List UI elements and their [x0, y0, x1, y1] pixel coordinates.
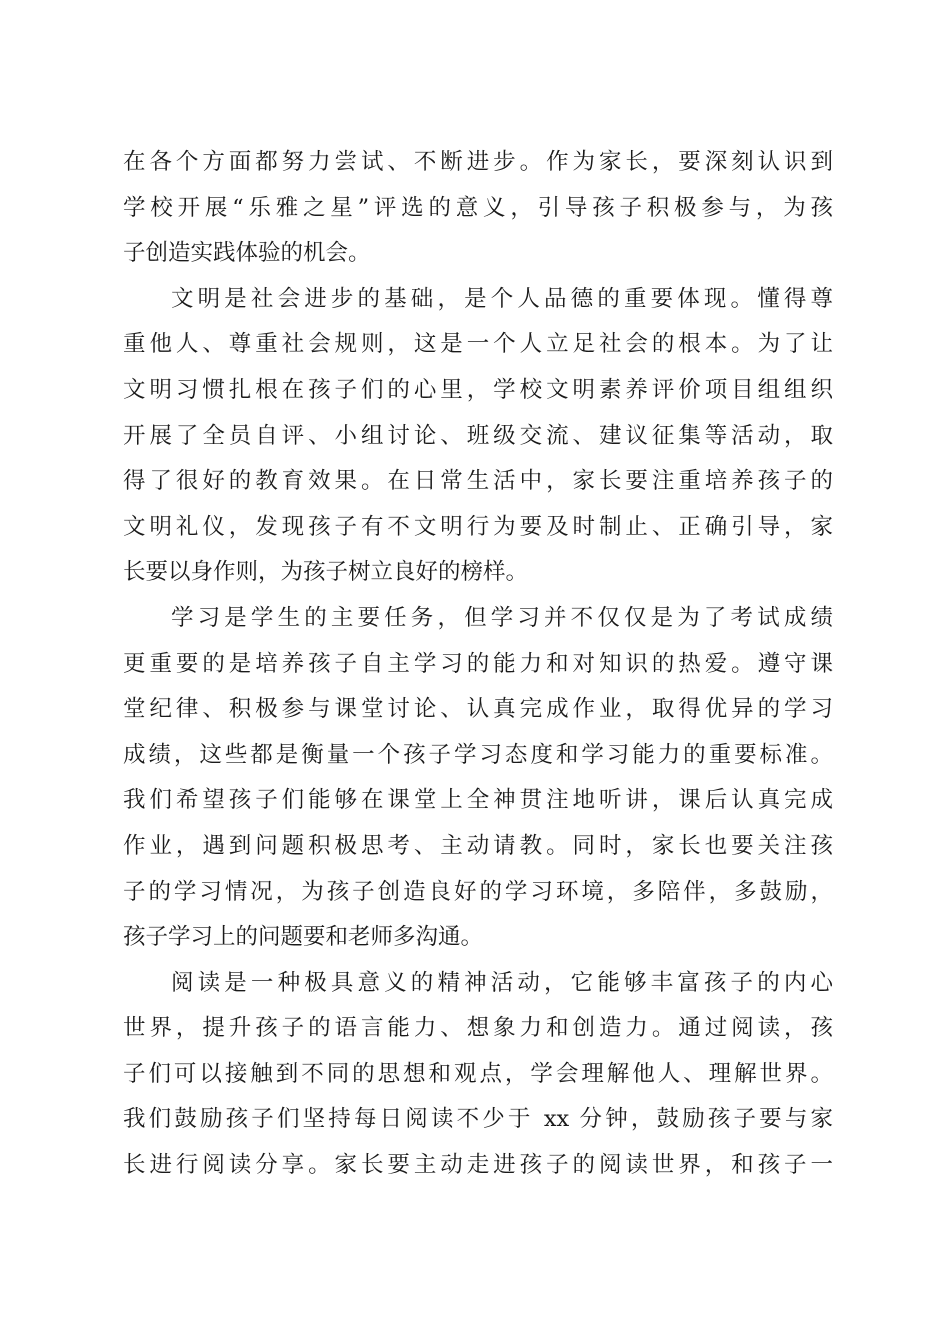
- text-line: 子的学习情况，为孩子创造良好的学习环境，多陪伴，多鼓励，: [123, 878, 833, 905]
- text-line: 我们希望孩子们能够在课堂上全神贯注地听讲，课后认真完成: [123, 787, 833, 814]
- text-line: 重他人、尊重社会规则，这是一个人立足社会的根本。为了让: [123, 331, 833, 358]
- text-line: 更重要的是培养孩子自主学习的能力和对知识的热爱。遵守课: [123, 650, 833, 677]
- text-line: 孩子学习上的问题要和老师多沟通。: [123, 924, 484, 951]
- paragraph-first-line: 文明是社会进步的基础，是个人品德的重要体现。懂得尊: [171, 285, 833, 312]
- text-line: 长进行阅读分享。家长要主动走进孩子的阅读世界，和孩子一: [123, 1152, 833, 1179]
- text-line: 子们可以接触到不同的思想和观点，学会理解他人、理解世界。: [123, 1060, 833, 1087]
- paragraph-first-line: 阅读是一种极具意义的精神活动，它能够丰富孩子的内心: [171, 969, 833, 996]
- text-line: 文明礼仪，发现孩子有不文明行为要及时制止、正确引导，家: [123, 513, 833, 540]
- text-line: 成绩，这些都是衡量一个孩子学习态度和学习能力的重要标准。: [123, 741, 833, 768]
- text-line: 文明习惯扎根在孩子们的心里，学校文明素养评价项目组组织: [123, 376, 833, 403]
- text-line: 学校开展“乐雅之星”评选的意义，引导孩子积极参与，为孩: [123, 194, 833, 221]
- text-line: 堂纪律、积极参与课堂讨论、认真完成作业，取得优异的学习: [123, 696, 833, 723]
- text-line: 子创造实践体验的机会。: [123, 240, 371, 267]
- text-line: 世界，提升孩子的语言能力、想象力和创造力。通过阅读，孩: [123, 1015, 833, 1042]
- text-line: 长要以身作则，为孩子树立良好的榜样。: [123, 559, 529, 586]
- paragraph-first-line: 学习是学生的主要任务，但学习并不仅仅是为了考试成绩: [171, 604, 833, 631]
- text-line: 作业，遇到问题积极思考、主动请教。同时，家长也要关注孩: [123, 832, 833, 859]
- text-line: 得了很好的教育效果。在日常生活中，家长要注重培养孩子的: [123, 468, 833, 495]
- text-line: 我们鼓励孩子们坚持每日阅读不少于 xx 分钟，鼓励孩子要与家: [123, 1106, 833, 1133]
- text-line: 开展了全员自评、小组讨论、班级交流、建议征集等活动，取: [123, 422, 833, 449]
- text-line: 在各个方面都努力尝试、不断进步。作为家长，要深刻认识到: [123, 149, 833, 175]
- document-body: [123, 140, 833, 1189]
